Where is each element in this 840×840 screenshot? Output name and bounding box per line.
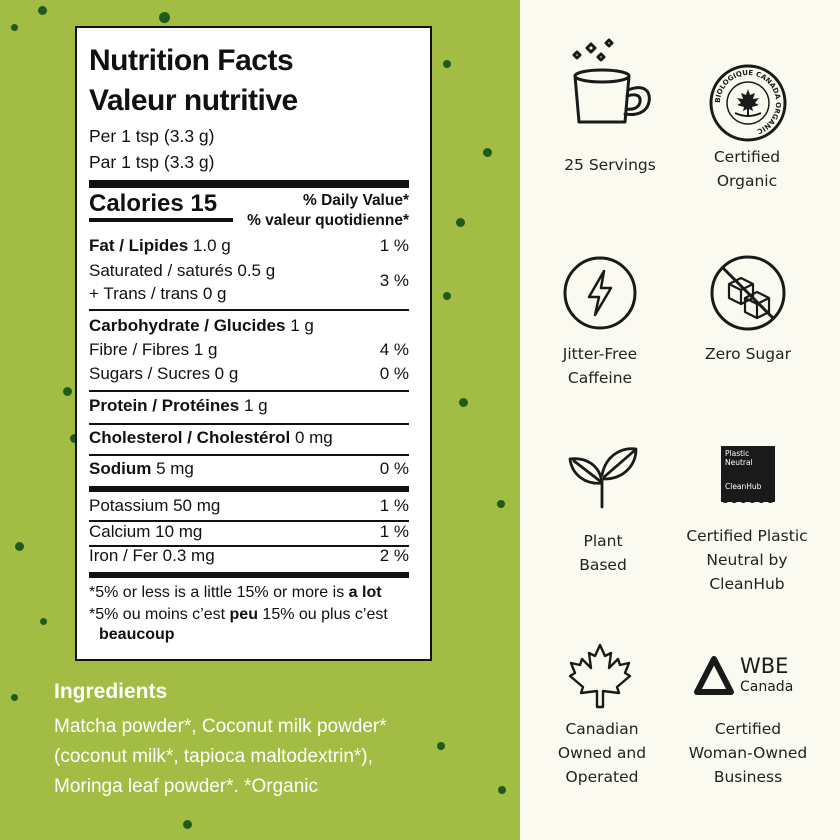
sodium-pct: 0 % [379,459,409,478]
feature-label: Plant [583,532,623,550]
decor-dot [15,542,24,551]
carb-amount: 1 g [290,316,314,335]
feature-label: Jitter-Free [562,345,638,363]
calories-label: Calories 15 [89,190,218,217]
sodium-row [89,459,194,479]
footnote-fr-bold: peu [229,606,258,623]
feature-zero-sugar [668,342,828,366]
footnote-fr [89,606,388,624]
trans-row: + Trans / trans 0 g [89,284,227,303]
feature-label: CleanHub [709,575,785,593]
maple-leaf-icon [567,642,633,710]
feature-label: Woman-Owned [688,744,808,762]
ingredients-line: (coconut milk*, tapioca maltodextrin*), [54,746,373,767]
feature-plant-based [523,529,683,577]
divider-thick [89,180,409,188]
carb-label: Carbohydrate / Glucides [89,316,286,335]
divider-thin [89,390,409,392]
decor-dot [498,786,506,794]
ingredients-line: Matcha powder*, Coconut milk powder* [54,716,387,737]
footnote-fr-text: *5% ou moins c’est [89,606,230,623]
calcium-pct: 1 % [379,522,409,541]
nutrition-facts-label [75,26,432,661]
decor-dot [497,500,505,508]
wbe-canada-logo-icon [693,654,813,700]
cholesterol-row [89,428,333,448]
feature-label: Certified Plastic [686,527,808,545]
iron-row: Iron / Fer 0.3 mg [89,546,215,565]
footnote-fr-line2 [99,626,175,644]
footnote-en-text: *5% or less is a little 15% or more is [89,584,349,601]
decor-dot [483,148,492,157]
ingredients-title: Ingredients [54,680,168,703]
iron-pct: 2 % [379,546,409,565]
features-panel [520,0,840,840]
feature-woman-owned [668,717,828,789]
feature-label: Operated [565,768,639,786]
sugars-row: Sugars / Sucres 0 g [89,364,239,383]
footnote-fr-text2: 15% ou plus c’est [257,606,388,623]
feature-plastic-neutral [667,524,827,596]
potassium-row: Potassium 50 mg [89,496,221,515]
sugar-cubes-crossed-icon [709,254,787,332]
protein-amount: 1 g [243,396,268,415]
badge-text: Neutral [725,458,753,467]
daily-value-header-en: % Daily Value* [303,192,409,209]
decor-dot [183,820,192,829]
feature-label: Neutral by [706,551,788,569]
divider-medium [89,218,233,222]
decor-dot [456,218,465,227]
cholesterol-amount: 0 mg [294,428,333,447]
decor-dot [11,24,18,31]
serving-size-en: Per 1 tsp (3.3 g) [89,126,215,146]
seal-text: BIOLOGIQUE CANADA ORGANIC [713,68,783,136]
decor-dot [63,387,72,396]
decor-dot [459,398,468,407]
decor-dot [443,292,451,300]
wbe-subtext: Canada [740,679,794,695]
nutrition-title-en: Nutrition Facts [89,44,294,77]
calcium-row: Calcium 10 mg [89,522,203,541]
divider-thin [89,309,409,311]
protein-row [89,396,268,416]
fibre-row: Fibre / Fibres 1 g [89,340,218,359]
fat-row [89,236,231,256]
feature-label: Zero Sugar [705,345,791,363]
feature-caffeine [520,342,680,390]
decor-dot [443,60,451,68]
decor-dot [437,742,445,750]
coffee-mug-icon [565,38,655,128]
daily-value-header-fr: % valeur quotidienne* [247,212,409,229]
feature-servings [530,153,690,177]
saturated-row: Saturated / saturés 0.5 g [89,261,276,280]
sodium-label: Sodium [89,459,152,478]
potassium-pct: 1 % [379,496,409,515]
fat-amount: 1.0 g [192,236,231,255]
sugars-pct: 0 % [379,364,409,383]
divider-thin [89,454,409,456]
serving-size-fr: Par 1 tsp (3.3 g) [89,152,215,172]
feature-canadian [522,717,682,789]
feature-label: Owned and [557,744,647,762]
ingredients-line: Moringa leaf powder*. *Organic [54,776,319,797]
feature-label: Caffeine [567,369,633,387]
feature-label: Canadian [565,720,639,738]
footnote-en [89,584,382,602]
lightning-bolt-icon [562,255,638,331]
feature-label: Certified [713,148,781,166]
saturated-pct: 3 % [379,271,409,290]
decor-dot [11,694,18,701]
decor-dot [159,12,170,23]
nutrition-title-fr: Valeur nutritive [89,84,298,117]
decor-dot [40,618,47,625]
footnote-en-bold: a lot [348,584,382,601]
cholesterol-label: Cholesterol / Cholestérol [89,428,291,447]
protein-label: Protein / Protéines [89,396,240,415]
badge-brand: CleanHub [725,482,762,491]
plant-leaves-icon [566,445,640,509]
carb-row [89,316,314,336]
badge-text: Plastic [725,449,750,458]
divider-thick [89,572,409,578]
fat-pct: 1 % [379,236,409,255]
feature-label: Based [579,556,627,574]
feature-organic [667,145,827,193]
feature-label: 25 Servings [564,156,656,174]
wbe-text: WBE [740,654,789,678]
fibre-pct: 4 % [379,340,409,359]
divider-thin [89,423,409,425]
plastic-neutral-badge-icon [721,446,775,502]
footnote-fr-bold2: beaucoup [99,626,175,643]
divider-thick [89,486,409,492]
decor-dot [38,6,47,15]
feature-label: Organic [716,172,778,190]
fat-label: Fat / Lipides [89,236,189,255]
canada-organic-seal-icon [709,64,787,142]
feature-label: Certified [714,720,782,738]
sodium-amount: 5 mg [156,459,194,478]
feature-label: Business [713,768,783,786]
